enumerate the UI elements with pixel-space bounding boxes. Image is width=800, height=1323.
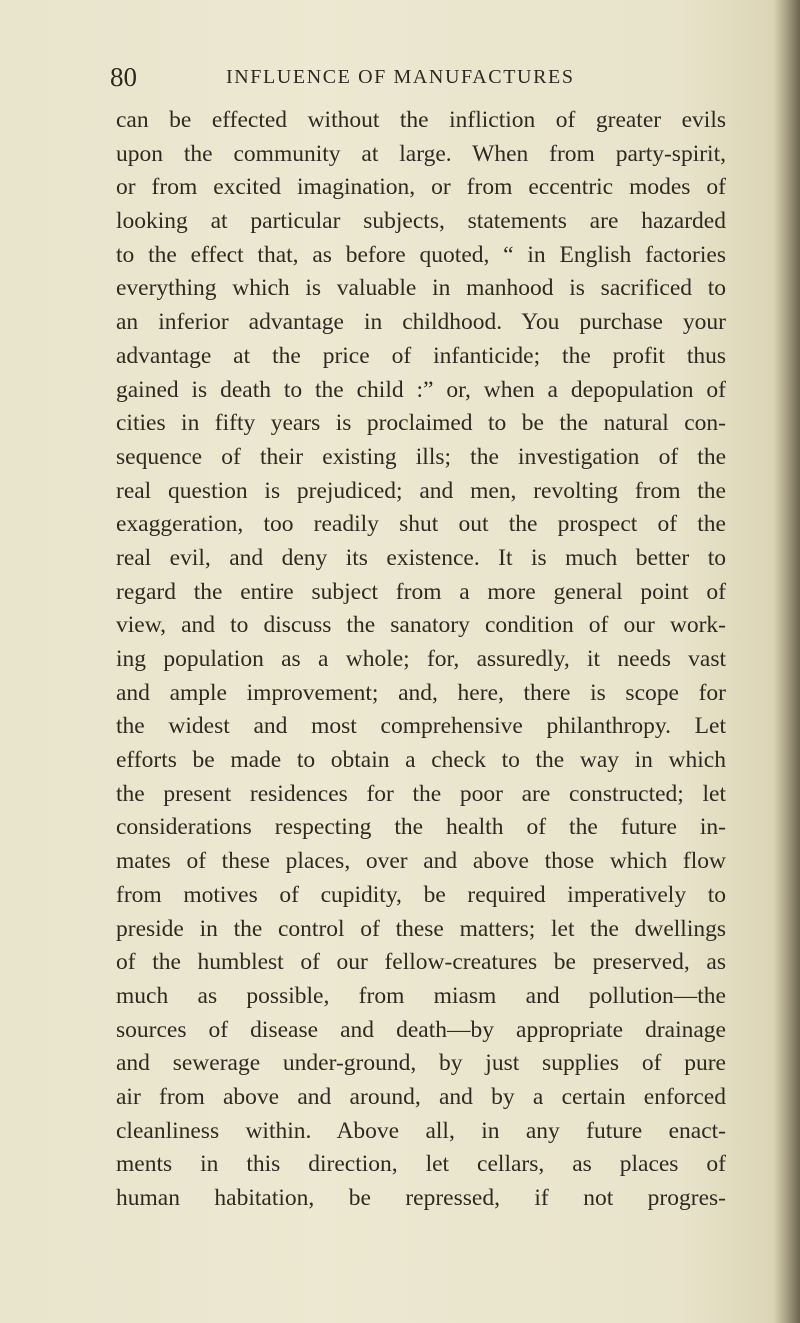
page-heading: INFLUENCE OF MANUFACTURES bbox=[226, 66, 575, 88]
text-line: advantage at the price of infanticide; the profit thus bbox=[116, 342, 726, 369]
running-head bbox=[110, 62, 710, 92]
text-line: preside in the control of these matters; let the dwellings bbox=[116, 915, 726, 942]
text-line: air from above and around, and by a certain enforced bbox=[116, 1083, 726, 1110]
page-edge-shadow bbox=[774, 0, 800, 1323]
text-line: looking at particular subjects, statements are hazarded bbox=[116, 208, 726, 235]
text-line: or from excited imagination, or from eccentric modes of bbox=[116, 174, 726, 201]
text-line: cleanliness within. Above all, in any future enact- bbox=[116, 1117, 726, 1144]
text-line: ments in this direction, let cellars, as places of bbox=[116, 1151, 726, 1178]
text-line: everything which is valuable in manhood is sacrificed to bbox=[116, 275, 726, 302]
text-line: human habitation, be repressed, if not progres- bbox=[116, 1185, 726, 1211]
text-line: the present residences for the poor are constructed; let bbox=[116, 780, 726, 807]
text-line: can be effected without the infliction of greater evils bbox=[116, 107, 726, 133]
text-line: ing population as a whole; for, assuredly, it needs vast bbox=[116, 646, 726, 672]
text-line: from motives of cupidity, be required imperatively to bbox=[116, 881, 726, 908]
body-text bbox=[116, 104, 726, 1216]
text-line: and sewerage under-ground, by just supplies of pure bbox=[116, 1050, 726, 1077]
text-line: real evil, and deny its existence. It is much better to bbox=[116, 544, 726, 571]
text-line: real question is prejudiced; and men, revolting from the bbox=[116, 477, 726, 504]
page-number: 80 bbox=[110, 62, 137, 92]
text-line: gained is death to the child :” or, when a depopulation of bbox=[116, 376, 726, 403]
text-line: upon the community at large. When from party-spirit, bbox=[116, 140, 726, 167]
text-line: efforts be made to obtain a check to the way in which bbox=[116, 747, 726, 774]
text-line: and ample improvement; and, here, there is scope for bbox=[116, 679, 726, 706]
text-line: an inferior advantage in childhood. You purchase your bbox=[116, 309, 726, 336]
text-line: much as possible, from miasm and pollution—the bbox=[116, 982, 726, 1009]
text-line: considerations respecting the health of the future in- bbox=[116, 814, 726, 841]
text-line: view, and to discuss the sanatory condition of our work- bbox=[116, 612, 726, 639]
text-line: mates of these places, over and above those which flow bbox=[116, 848, 726, 875]
text-line: sources of disease and death—by appropriate drainage bbox=[116, 1016, 726, 1043]
text-line: the widest and most comprehensive philanthropy. Let bbox=[116, 713, 726, 740]
text-line: sequence of their existing ills; the investigation of the bbox=[116, 443, 726, 470]
text-line: cities in fifty years is proclaimed to be the natural con- bbox=[116, 410, 726, 437]
text-line: of the humblest of our fellow-creatures be preserved, as bbox=[116, 949, 726, 976]
text-line: exaggeration, too readily shut out the prospect of the bbox=[116, 511, 726, 538]
text-line: regard the entire subject from a more general point of bbox=[116, 578, 726, 605]
text-line: to the effect that, as before quoted, “ in English factories bbox=[116, 241, 726, 268]
